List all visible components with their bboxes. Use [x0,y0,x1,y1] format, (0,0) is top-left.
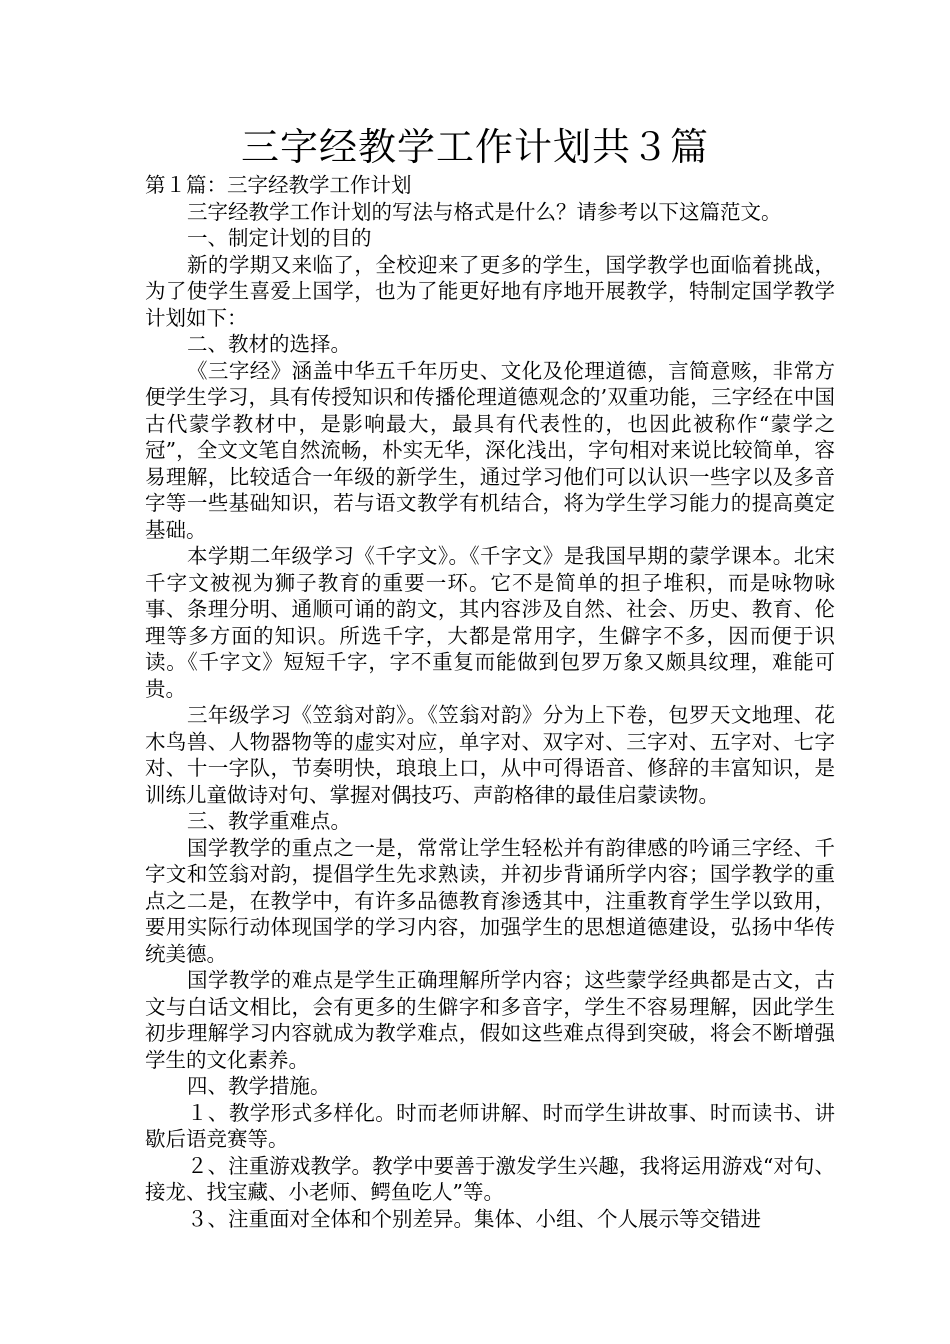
intro-paragraph: 三字经教学工作计划的写法与格式是什么？请参考以下这篇范文。 [187,199,782,224]
paragraph-purpose: 新的学期又来临了，全校迎来了更多的学生，国学教学也面临着挑战，为了使学生喜爱上国学，也为了能更好地有序地开展教学，特制定国学教学计划如下： [145,252,835,330]
section-heading-materials: 二、教材的选择。 [187,332,351,356]
section-subtitle: 第１篇：三字经教学工作计划 [145,173,412,197]
paragraph-key-points: 国学教学的重点之一是，常常让学生轻松并有韵律感的吟诵三字经、千字文和笠翁对韵，提倡学生先求熟读，并初步背诵所学内容；国学教学的重点之二是，在教学中，有许多品德教育渗透其中，注重教育学生学以致用，要用实际行动体现国学的学习内容，加强学生的思想道德建设，弘扬中华传统美德。 [145,835,835,966]
paragraph-sanzijing: 《三字经》涵盖中华五千年历史、文化及伦理道德，言简意赅，非常方便学生学习，具有传授知识和传播伦理道德观念的’双重功能，三字经在中国古代蒙学教材中，是影响最大，最具有代表性的，也因此被称作“蒙学之冠”，全文文笔自然流畅，朴实无华，深化浅出，字句相对来说比较简单，容易理解，比较适合一年级的新学生，通过学习他们可以认识一些字以及多音字等一些基础知识，若与语文教学有机结合，将为学生学习能力的提高奠定基础。 [145,358,835,542]
paragraph-liwengduiyun: 三年级学习《笠翁对韵》。《笠翁对韵》分为上下卷，包罗天文地理、花木鸟兽、人物器物等的虚实对应，单字对、双字对、三字对、五字对、七字对、十一字队，节奏明快，琅琅上口，从中可得语音、修辞的丰富知识，是训练儿童做诗对句、掌握对偶技巧、声韵格律的最佳启蒙读物。 [145,703,835,807]
paragraph-qianziwen: 本学期二年级学习《千字文》。《千字文》是我国早期的蒙学课本。北宋千字文被视为狮子教育的重要一环。它不是简单的担子堆积，而是咏物咏事、条理分明、通顺可诵的韵文，其内容涉及自然、社会、历史、教育、伦理等多方面的知识。所选千字，大都是常用字，生僻字不多，因而便于识读。《千字文》短短千字，字不重复而能做到包罗万象又颇具纹理，难能可贵。 [145,544,835,701]
list-item-measure-1: １、教学形式多样化。时而老师讲解、时而学生讲故事、时而读书、讲歇后语竞赛等。 [145,1100,835,1151]
paragraph-difficulties: 国学教学的难点是学生正确理解所学内容；这些蒙学经典都是古文，古文与白话文相比，会有更多的生僻字和多音字，学生不容易理解，因此学生初步理解学习内容就成为教学难点，假如这些难点得到突破，将会不断增强学生的文化素养。 [145,968,835,1072]
document-body [145,172,835,1232]
list-item-measure-3: ３、注重面对全体和个别差异。集体、小组、个人展示等交错进 [187,1206,761,1231]
section-heading-measures: 四、教学措施。 [187,1074,331,1098]
list-item-measure-2: ２、注重游戏教学。教学中要善于激发学生兴趣，我将运用游戏“对句、接龙、找宝藏、小老师、鳄鱼吃人”等。 [145,1153,835,1204]
section-heading-purpose: 一、制定计划的目的 [187,226,372,250]
section-heading-key-points: 三、教学重难点。 [187,809,351,833]
document-title: 三字经教学工作计划共３篇 [240,125,709,169]
